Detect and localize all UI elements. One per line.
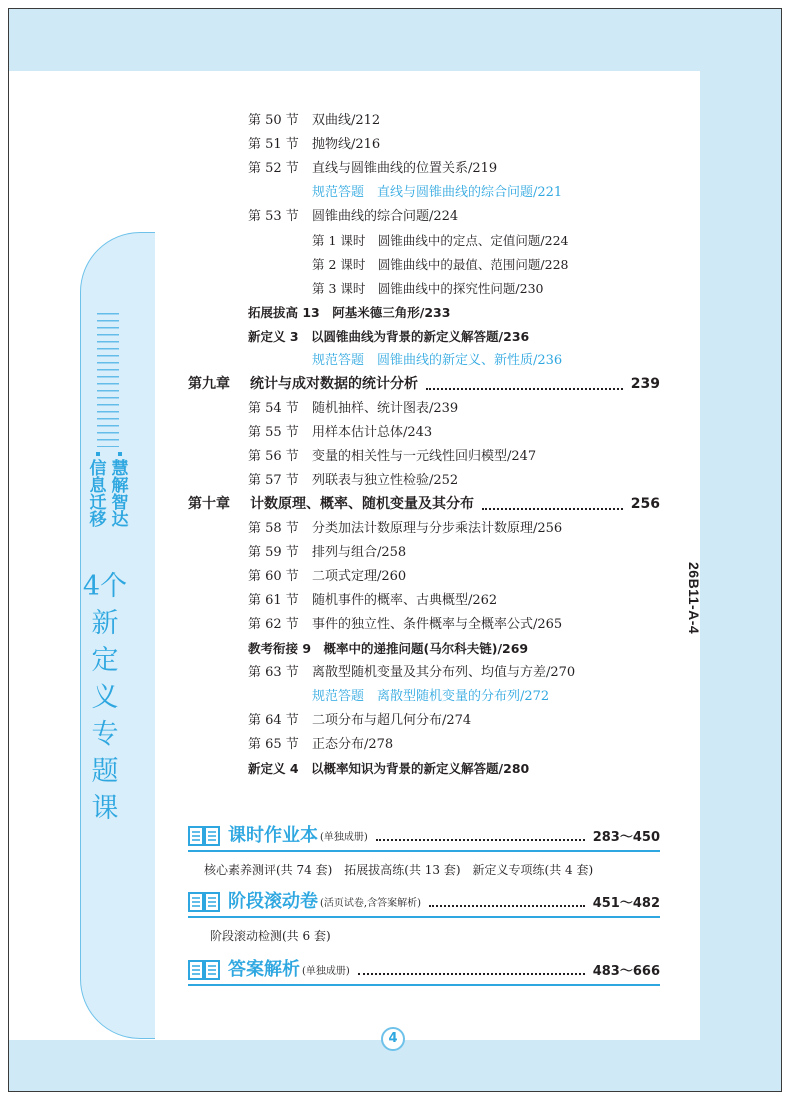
book-code: 26B11-A-4 [686,562,702,635]
toc-entry-answer-standard[interactable]: 规范答题 圆锥曲线的新定义、新性质/236 [312,353,563,368]
toc-entry[interactable]: 第 56 节 变量的相关性与一元线性回归模型/247 [248,449,537,464]
book-icon [188,959,220,981]
toc-entry[interactable]: 第 53 节 圆锥曲线的综合问题/224 [248,209,459,224]
leader-dots [358,973,585,975]
toc-entry-new-definition[interactable]: 新定义 4 以概率知识为背景的新定义解答题/280 [248,761,530,776]
chapter-10-heading[interactable]: 第十章 计数原理、概率、随机变量及其分布 256 [188,496,660,512]
decorative-stripes [97,313,119,447]
leader-dots [429,905,585,907]
toc-entry[interactable]: 第 50 节 双曲线/212 [248,113,381,128]
toc-entry-teaching-link[interactable]: 教考衔接 9 概率中的递推问题(马尔科夫链)/269 [248,641,529,656]
toc-entry[interactable]: 第 58 节 分类加法计数原理与分步乘法计数原理/256 [248,521,563,536]
chapter-9-heading[interactable]: 第九章 统计与成对数据的统计分析 239 [188,376,660,392]
toc-entry-extension[interactable]: 拓展拔高 13 阿基米德三角形/233 [248,305,451,320]
leader-dots [482,499,623,510]
page-number: 4 [381,1027,405,1051]
toc-entry[interactable]: 第 65 节 正态分布/278 [248,737,394,752]
toc-entry-new-definition[interactable]: 新定义 3 以圆锥曲线为背景的新定义解答题/236 [248,329,530,344]
toc-entry[interactable]: 第 61 节 随机事件的概率、古典概型/262 [248,593,498,608]
section-rolling-test[interactable]: 阶段滚动卷 (活页试卷,含答案解析) 451～482 [188,888,660,918]
toc-entry[interactable]: 第 60 节 二项式定理/260 [248,569,407,584]
toc-entry-answer-standard[interactable]: 规范答题 直线与圆锥曲线的综合问题/221 [312,185,563,200]
side-big-title: 4个新定义专题课 [82,571,128,824]
toc-entry[interactable]: 第 64 节 二项分布与超几何分布/274 [248,713,472,728]
toc-entry[interactable]: 第 51 节 抛物线/216 [248,137,381,152]
toc-entry[interactable]: 第 62 节 事件的独立性、条件概率与全概率公式/265 [248,617,563,632]
leader-dots [376,839,585,841]
section-answers[interactable]: 答案解析 (单独成册) 483～666 [188,956,660,986]
toc-entry[interactable]: 第 63 节 离散型随机变量及其分布列、均值与方差/270 [248,665,576,680]
toc-entry[interactable]: 第 57 节 列联表与独立性检验/252 [248,473,459,488]
toc-entry-answer-standard[interactable]: 规范答题 离散型随机变量的分布列/272 [312,689,550,704]
toc-subentry[interactable]: 第 2 课时 圆锥曲线中的最值、范围问题/228 [312,257,569,272]
section-homework-desc: 核心素养测评(共 74 套) 拓展拔高练(共 13 套) 新定义专项练(共 4 套) [204,863,594,877]
toc-subentry[interactable]: 第 1 课时 圆锥曲线中的定点、定值问题/224 [312,233,569,248]
side-label-left: 信息迁移 [86,452,110,529]
section-rolling-test-desc: 阶段滚动检测(共 6 套) [210,929,331,943]
book-icon [188,891,220,913]
leader-dots [426,379,623,390]
side-label-right: 慧解智达 [108,452,132,529]
book-icon [188,825,220,847]
section-homework[interactable]: 课时作业本 (单独成册) 283～450 [188,822,660,852]
toc-subentry[interactable]: 第 3 课时 圆锥曲线中的探究性问题/230 [312,281,544,296]
toc-entry[interactable]: 第 54 节 随机抽样、统计图表/239 [248,401,459,416]
toc-entry[interactable]: 第 52 节 直线与圆锥曲线的位置关系/219 [248,161,498,176]
toc-entry[interactable]: 第 59 节 排列与组合/258 [248,545,407,560]
toc-entry[interactable]: 第 55 节 用样本估计总体/243 [248,425,433,440]
